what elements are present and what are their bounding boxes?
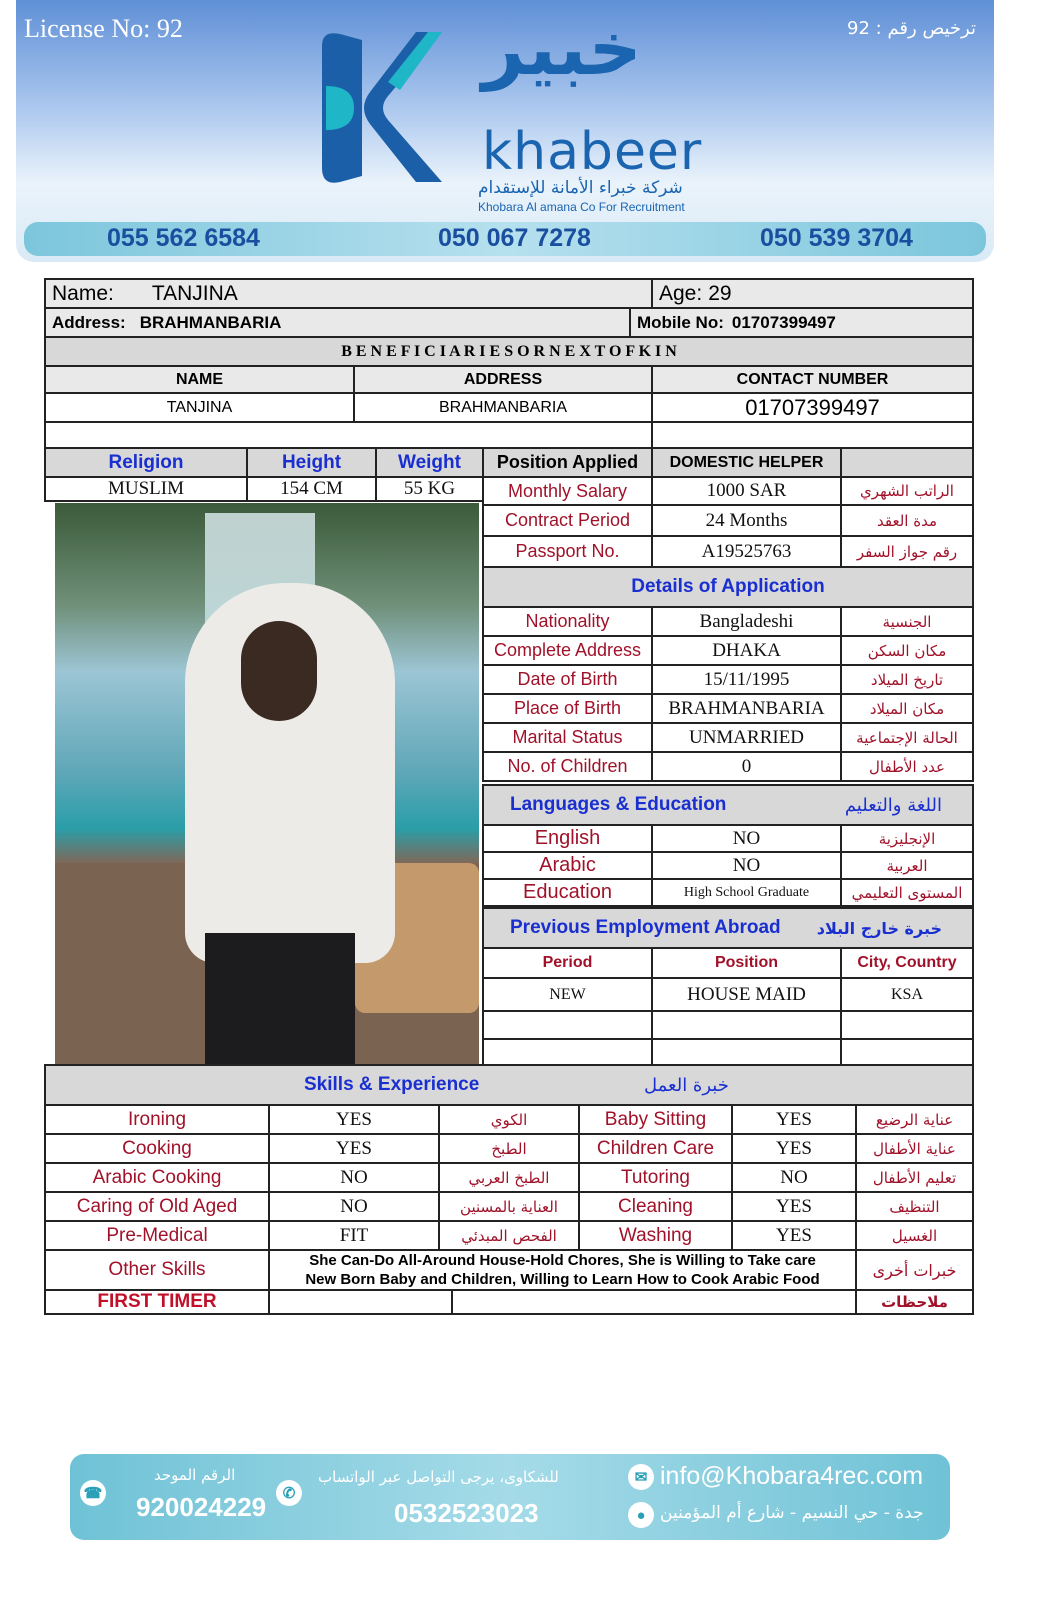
other-skills-label-ar: خبرات أخرى xyxy=(855,1249,974,1291)
position-label: Position Applied xyxy=(482,447,653,478)
unified-number[interactable]: 920024229 xyxy=(136,1492,267,1522)
skill-label-ar: الغسيل xyxy=(855,1220,974,1251)
language-label-ar: المستوى التعليمي xyxy=(840,878,974,907)
complaint-text: للشكاوى، يرجى التواصل عبر الواتساب xyxy=(318,1468,559,1486)
skills-title: Skills & Experience xyxy=(304,1074,480,1095)
skill-label: Cleaning xyxy=(578,1191,733,1222)
skill-label-ar: الطبخ العربي xyxy=(438,1162,580,1193)
name-label: Name: xyxy=(52,281,114,305)
whatsapp-icon: ✆ xyxy=(276,1480,302,1506)
location-pin-icon: ● xyxy=(628,1502,654,1528)
license-number: License No: 92 xyxy=(24,14,183,43)
mobile-label: Mobile No: xyxy=(637,312,724,332)
detail-value: Bangladeshi xyxy=(651,606,842,637)
language-label: English xyxy=(482,824,653,853)
remarks-empty xyxy=(268,1289,453,1315)
religion-value: MUSLIM xyxy=(44,476,248,502)
kin-title: B E N E F I C I A R I E S O R N E X T O F K I N xyxy=(44,336,974,367)
unified-label: الرقم الموحد xyxy=(154,1466,236,1484)
email[interactable]: info@Khobara4rec.com xyxy=(660,1462,924,1490)
kin-contact: 01707399497 xyxy=(651,392,974,423)
skill-value: YES xyxy=(268,1104,440,1135)
logo-arabic: خبير xyxy=(482,6,642,92)
skill-value: NO xyxy=(268,1191,440,1222)
mail-icon: ✉ xyxy=(628,1464,654,1490)
languages-title: Languages & Education xyxy=(510,794,727,815)
detail-label-ar: مكان السكن xyxy=(840,635,974,666)
phone-icon: ☎ xyxy=(80,1480,106,1506)
detail-label-ar: تاريخ الميلاد xyxy=(840,664,974,695)
age-label: Age: xyxy=(659,281,703,305)
skill-value: YES xyxy=(268,1133,440,1164)
contract-label: Monthly Salary xyxy=(482,476,653,506)
age-value: 29 xyxy=(708,281,732,305)
skill-value: YES xyxy=(731,1104,857,1135)
contract-label-ar: مدة العقد xyxy=(840,504,974,537)
other-skills-line1: She Can-Do All-Around House-Hold Chores, She is Willing to Take care xyxy=(309,1252,816,1269)
prev-empty xyxy=(651,1010,842,1040)
skill-label: Children Care xyxy=(578,1133,733,1164)
position-empty xyxy=(840,447,974,478)
skill-label: Tutoring xyxy=(578,1162,733,1193)
skill-label: Cooking xyxy=(44,1133,270,1164)
skill-value: NO xyxy=(731,1162,857,1193)
skill-value: YES xyxy=(731,1191,857,1222)
kin-empty-cell xyxy=(651,421,974,449)
detail-value: BRAHMANBARIA xyxy=(651,693,842,724)
applicant-photo xyxy=(55,503,479,1064)
kin-name: TANJINA xyxy=(44,392,355,423)
detail-label: No. of Children xyxy=(482,751,653,782)
detail-label: Nationality xyxy=(482,606,653,637)
height-value: 154 CM xyxy=(246,476,377,502)
remarks-empty xyxy=(451,1289,857,1315)
remarks-value: FIRST TIMER xyxy=(44,1289,270,1315)
kin-header-contact: CONTACT NUMBER xyxy=(651,365,974,394)
whatsapp-number[interactable]: 0532523023 xyxy=(394,1498,539,1528)
detail-label-ar: عدد الأطفال xyxy=(840,751,974,782)
height-label: Height xyxy=(246,447,377,478)
prev-empty xyxy=(651,1038,842,1066)
skill-label: Ironing xyxy=(44,1104,270,1135)
prev-empty xyxy=(482,1010,653,1040)
prev-col-period: Period xyxy=(482,947,653,979)
name-field xyxy=(44,278,653,309)
skill-label-ar: الطبخ xyxy=(438,1133,580,1164)
prev-city: KSA xyxy=(840,977,974,1012)
detail-label-ar: مكان الميلاد xyxy=(840,693,974,724)
other-skills-text xyxy=(268,1249,857,1291)
skills-title-ar: خبرة العمل xyxy=(644,1074,729,1096)
prev-col-city: City, Country xyxy=(840,947,974,979)
prev-title-ar: خبرة خارج البلاد xyxy=(816,918,942,938)
name-value: TANJINA xyxy=(151,281,238,305)
contract-label: Passport No. xyxy=(482,535,653,568)
prev-col-position: Position xyxy=(651,947,842,979)
language-label: Education xyxy=(482,878,653,907)
languages-header xyxy=(482,784,974,826)
languages-title-ar: اللغة والتعليم xyxy=(844,794,942,816)
contract-label-ar: رقم جواز السفر xyxy=(840,535,974,568)
detail-label-ar: الحالة الإجتماعية xyxy=(840,722,974,753)
skill-label-ar: العناية بالمسنين xyxy=(438,1191,580,1222)
skill-label-ar: عناية الأطفال xyxy=(855,1133,974,1164)
kin-empty-row xyxy=(44,421,653,449)
prev-empty xyxy=(482,1038,653,1066)
address-value: BRAHMANBARIA xyxy=(139,312,282,332)
skill-value: NO xyxy=(268,1162,440,1193)
company-name-ar: شركة خبراء الأمانة للإستقدام xyxy=(478,178,683,198)
detail-label: Marital Status xyxy=(482,722,653,753)
location: جدة - حي النسيم - شارع أم المؤمنين xyxy=(660,1503,924,1523)
prev-empty xyxy=(840,1038,974,1066)
other-skills-label: Other Skills xyxy=(44,1249,270,1291)
language-value: NO xyxy=(651,851,842,880)
detail-label: Place of Birth xyxy=(482,693,653,724)
contract-value: 1000 SAR xyxy=(651,476,842,506)
mobile-value: 01707399497 xyxy=(731,312,836,332)
detail-value: 15/11/1995 xyxy=(651,664,842,695)
mobile-field xyxy=(629,307,974,338)
contract-value: A19525763 xyxy=(651,535,842,568)
religion-label: Religion xyxy=(44,447,248,478)
detail-label-ar: الجنسية xyxy=(840,606,974,637)
position-value: DOMESTIC HELPER xyxy=(651,447,842,478)
detail-value: 0 xyxy=(651,751,842,782)
prev-title: Previous Employment Abroad xyxy=(510,917,781,938)
contract-label: Contract Period xyxy=(482,504,653,537)
skill-label: Baby Sitting xyxy=(578,1104,733,1135)
khabeer-logo-icon xyxy=(318,26,448,188)
kin-header-name: NAME xyxy=(44,365,355,394)
skill-label-ar: الكوي xyxy=(438,1104,580,1135)
skills-header xyxy=(44,1064,974,1106)
prev-period: NEW xyxy=(482,977,653,1012)
language-value: High School Graduate xyxy=(651,878,842,907)
skill-value: YES xyxy=(731,1133,857,1164)
kin-header-address: ADDRESS xyxy=(353,365,653,394)
skill-label-ar: الفحص المبدئي xyxy=(438,1220,580,1251)
address-label: Address: xyxy=(52,312,126,332)
age-field xyxy=(651,278,974,309)
language-label: Arabic xyxy=(482,851,653,880)
skill-label-ar: تعليم الأطفال xyxy=(855,1162,974,1193)
detail-label: Date of Birth xyxy=(482,664,653,695)
phone-3[interactable]: 050 539 3704 xyxy=(760,224,913,252)
weight-value: 55 KG xyxy=(375,476,484,502)
details-title: Details of Application xyxy=(482,566,974,608)
license-number-ar: ترخيص رقم : 92 xyxy=(847,18,976,39)
phone-2[interactable]: 050 067 7278 xyxy=(438,224,591,252)
skill-label: Caring of Old Aged xyxy=(44,1191,270,1222)
detail-value: DHAKA xyxy=(651,635,842,666)
prev-position: HOUSE MAID xyxy=(651,977,842,1012)
language-label-ar: العربية xyxy=(840,851,974,880)
skill-value: YES xyxy=(731,1220,857,1251)
company-name-en: Khobara Al amana Co For Recruitment xyxy=(478,200,685,214)
prev-empty xyxy=(840,1010,974,1040)
skill-label: Washing xyxy=(578,1220,733,1251)
detail-value: UNMARRIED xyxy=(651,722,842,753)
skill-label: Arabic Cooking xyxy=(44,1162,270,1193)
skill-label-ar: عناية الرضيع xyxy=(855,1104,974,1135)
address-field xyxy=(44,307,631,338)
skill-label: Pre-Medical xyxy=(44,1220,270,1251)
skill-value: FIT xyxy=(268,1220,440,1251)
language-label-ar: الإنجليزية xyxy=(840,824,974,853)
detail-label: Complete Address xyxy=(482,635,653,666)
skill-label-ar: التنظيف xyxy=(855,1191,974,1222)
language-value: NO xyxy=(651,824,842,853)
other-skills-line2: New Born Baby and Children, Willing to Learn How to Cook Arabic Food xyxy=(305,1271,820,1288)
remarks-label-ar: ملاحظات xyxy=(855,1289,974,1315)
prev-header xyxy=(482,907,974,949)
kin-address: BRAHMANBARIA xyxy=(353,392,653,423)
weight-label: Weight xyxy=(375,447,484,478)
contract-label-ar: الراتب الشهري xyxy=(840,476,974,506)
phone-1[interactable]: 055 562 6584 xyxy=(107,224,260,252)
logo-text: khabeer xyxy=(482,122,703,182)
contract-value: 24 Months xyxy=(651,504,842,537)
